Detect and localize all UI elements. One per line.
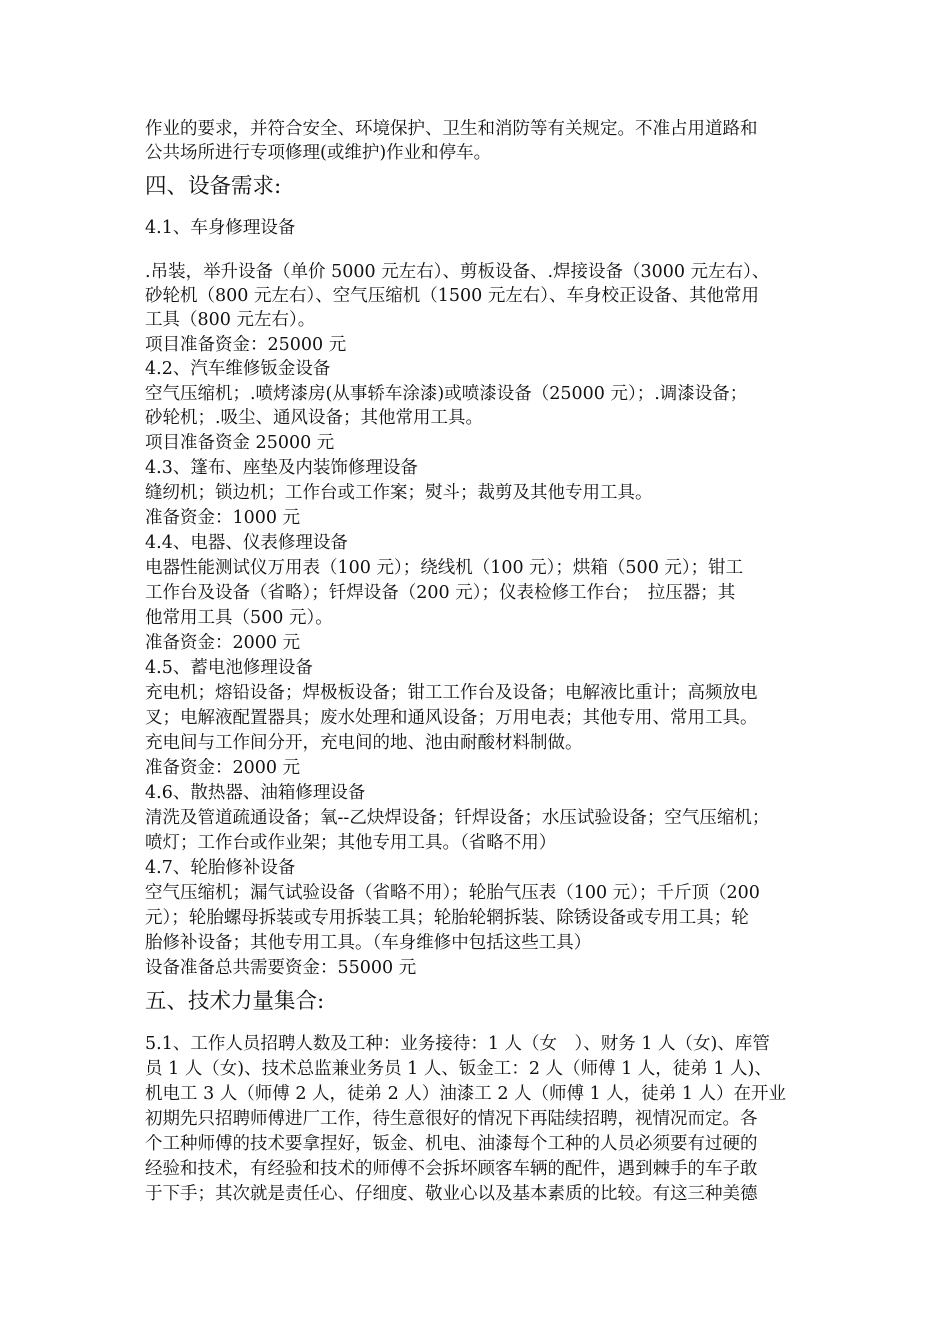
text-line: 于下手；其次就是责任心、仔细度、敬业心以及基本素质的比较。有这三种美德 <box>145 1184 758 1204</box>
text-line: 砂轮机（800 元左右）、空气压缩机（1500 元左右）、车身校正设备、其他常用 <box>145 286 760 306</box>
subsection-title: 4.5、蓄电池修理设备 <box>145 658 313 678</box>
text-line: 电器性能测试仪万用表（100 元）；绕线机（100 元）；烘箱（500 元）；钳工 <box>145 558 744 578</box>
text-line: 设备准备总共需要资金：55000 元 <box>145 958 417 978</box>
text-line: 砂轮机；.吸尘、通风设备；其他常用工具。 <box>145 408 484 428</box>
text-line: 空气压缩机；漏气试验设备（省略不用）；轮胎气压表（100 元）；千斤顶（200 <box>145 883 760 903</box>
text-line: 缝纫机；锁边机；工作台或工作案；熨斗；裁剪及其他专用工具。 <box>145 483 653 503</box>
text-line: 经验和技术，有经验和技术的师傅不会拆坏顾客车辆的配件，遇到棘手的车子敢 <box>145 1159 758 1179</box>
subsection-title: 4.1、车身修理设备 <box>145 218 296 238</box>
subsection-title: 4.4、电器、仪表修理设备 <box>145 533 348 553</box>
text-line: 个工种师傅的技术要拿捏好，钣金、机电、油漆每个工种的人员必须要有过硬的 <box>145 1134 758 1154</box>
text-line: 初期先只招聘师傅进厂工作，待生意很好的情况下再陆续招聘，视情况而定。各 <box>145 1109 758 1129</box>
text-line: 机电工 3 人（师傅 2 人，徒弟 2 人）油漆工 2 人（师傅 1 人，徒弟 1 人）在开业 <box>145 1084 787 1104</box>
text-line: 工作台及设备（省略）；钎焊设备（200 元）；仪表检修工作台； 拉压器；其 <box>145 583 736 603</box>
text-line: 项目准备资金：25000 元 <box>145 335 347 355</box>
text-line: 准备资金：2000 元 <box>145 758 301 778</box>
text-line: 元）；轮胎螺母拆装或专用拆装工具；轮胎轮辋拆装、除锈设备或专用工具；轮 <box>145 908 749 928</box>
text-line: 工具（800 元左右）。 <box>145 310 316 330</box>
text-line: 项目准备资金 25000 元 <box>145 433 335 453</box>
text-line: 充电间与工作间分开，充电间的地、池由耐酸材料制做。 <box>145 733 583 753</box>
text-line: 作业的要求，并符合安全、环境保护、卫生和消防等有关规定。不准占用道路和 <box>145 119 758 139</box>
text-line: 空气压缩机；.喷烤漆房(从事轿车涂漆)或喷漆设备（25000 元）；.调漆设备； <box>145 384 748 404</box>
text-line: 喷灯；工作台或作业架；其他专用工具。（省略不用） <box>145 833 557 853</box>
text-line: 叉；电解液配置器具；废水处理和通风设备；万用电表；其他专用、常用工具。 <box>145 708 758 728</box>
text-line: 公共场所进行专项修理(或维护)作业和停车。 <box>145 143 492 163</box>
section-heading: 四、设备需求: <box>145 174 282 199</box>
subsection-title: 4.2、汽车维修钣金设备 <box>145 359 331 379</box>
text-line: 准备资金：2000 元 <box>145 633 301 653</box>
text-line: .吊装，举升设备（单价 5000 元左右）、剪板设备、.焊接设备（3000 元左右）、 <box>145 262 770 282</box>
section-heading: 五、技术力量集合: <box>145 989 325 1014</box>
text-line: 充电机；熔铅设备；焊极板设备；钳工工作台及设备；电解液比重计；高频放电 <box>145 683 758 703</box>
subsection-title: 4.7、轮胎修补设备 <box>145 858 296 878</box>
subsection-title: 4.3、篷布、座垫及内装饰修理设备 <box>145 458 418 478</box>
text-line: 他常用工具（500 元）。 <box>145 608 333 628</box>
text-line: 准备资金：1000 元 <box>145 508 301 528</box>
text-line: 清洗及管道疏通设备；氧--乙炔焊设备；钎焊设备；水压试验设备；空气压缩机； <box>145 808 770 828</box>
text-line: 员 1 人（女)、技术总监兼业务员 1 人、钣金工：2 人（师傅 1 人，徒弟 1 人)、 <box>145 1059 772 1079</box>
subsection-title: 4.6、散热器、油箱修理设备 <box>145 783 366 803</box>
text-line: 胎修补设备；其他专用工具。（车身维修中包括这些工具） <box>145 933 592 953</box>
text-line: 5.1、工作人员招聘人数及工种：业务接待：1 人（女 ）、财务 1 人（女)、库管 <box>145 1034 770 1054</box>
